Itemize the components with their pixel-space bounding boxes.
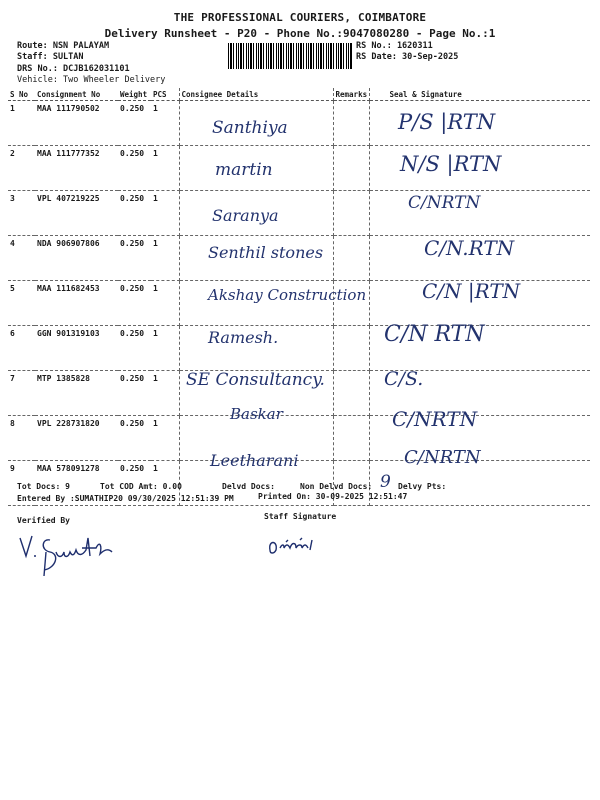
row-consignment: VPL 228731820 (35, 416, 118, 461)
row-consignment: MAA 111777352 (35, 146, 118, 191)
row-consignment: MAA 111682453 (35, 281, 118, 326)
runsheet-title: THE PROFESSIONAL COURIERS, COIMBATORE (173, 11, 427, 24)
handwritten-non-delvd-count: 9 (380, 472, 391, 492)
row-pcs: 1 (151, 236, 179, 281)
handwritten-seal: C/N.RTN (424, 236, 515, 260)
handwritten-consignee: Saranya (212, 206, 279, 225)
row-sno: 6 (8, 326, 35, 371)
barcode (228, 43, 353, 69)
handwritten-consignee: Ramesh. (208, 328, 279, 347)
staff-label: Staff: SULTAN (17, 52, 84, 62)
tot-cod-amt: Tot COD Amt: 0.00 (100, 482, 182, 491)
runsheet-subtitle: Delivery Runsheet - P20 - Phone No.:9047080280 - Page No.:1 (104, 27, 496, 40)
row-weight: 0.250 (118, 191, 151, 236)
row-pcs: 1 (151, 101, 179, 146)
row-sno: 7 (8, 371, 35, 416)
row-consignment: VPL 407219225 (35, 191, 118, 236)
handwritten-consignee: Leetharani (210, 451, 299, 470)
row-sno: 8 (8, 416, 35, 461)
table-row (8, 326, 590, 371)
route-label: Route: NSN PALAYAM (17, 41, 110, 51)
handwritten-seal: C/S. (384, 368, 424, 390)
col-sno: S No (8, 88, 35, 101)
non-delvd-docs: Non Delvd Docs: (300, 482, 373, 491)
row-remarks (333, 191, 369, 236)
printed-on: Printed On: 30-09-2025 12:51:47 (258, 492, 408, 501)
rs-number: RS No.: 1620311 (356, 41, 433, 51)
row-consignment: NDA 906907806 (35, 236, 118, 281)
handwritten-seal: P/S |RTN (398, 110, 496, 134)
col-consignment: Consignment No (35, 88, 118, 101)
col-pcs: PCS (151, 88, 179, 101)
col-consignee: Consignee Details (179, 88, 333, 101)
row-consignment: GGN 901319103 (35, 326, 118, 371)
row-pcs: 1 (151, 371, 179, 416)
delvy-pts: Delvy Pts: (398, 482, 447, 491)
table-row (8, 416, 590, 461)
row-remarks (333, 146, 369, 191)
row-pcs: 1 (151, 461, 179, 506)
vehicle-label: Vehicle: Two Wheeler Delivery (17, 75, 166, 85)
row-sno: 3 (8, 191, 35, 236)
handwritten-consignee: martin (215, 160, 273, 180)
row-weight: 0.250 (118, 236, 151, 281)
row-remarks (333, 236, 369, 281)
verifier-signature-image (16, 530, 126, 580)
row-sno: 2 (8, 146, 35, 191)
rs-date: RS Date: 30-Sep-2025 (356, 52, 459, 62)
row-pcs: 1 (151, 281, 179, 326)
handwritten-consignee: Santhiya (212, 118, 288, 138)
row-remarks (333, 371, 369, 416)
table-row (8, 101, 590, 146)
delvd-docs: Delvd Docs: (222, 482, 275, 491)
row-weight: 0.250 (118, 371, 151, 416)
tot-docs: Tot Docs: 9 (17, 482, 70, 491)
handwritten-seal: N/S |RTN (400, 152, 502, 176)
col-remarks: Remarks (333, 88, 369, 101)
row-weight: 0.250 (118, 101, 151, 146)
row-pcs: 1 (151, 191, 179, 236)
staff-signature-image (266, 532, 336, 558)
row-remarks (333, 101, 369, 146)
row-weight: 0.250 (118, 461, 151, 506)
table-header-row (8, 88, 590, 101)
table-row (8, 146, 590, 191)
handwritten-consignee: Baskar (230, 405, 283, 423)
entered-by: Entered By :SUMATHIP20 09/30/2025 12:51:39 PM (17, 494, 234, 503)
row-weight: 0.250 (118, 326, 151, 371)
row-pcs: 1 (151, 146, 179, 191)
row-consignment: MAA 578091278 (35, 461, 118, 506)
drs-number: DRS No.: DCJB162031101 (17, 64, 130, 74)
handwritten-consignee: SE Consultancy. (186, 370, 325, 390)
row-weight: 0.250 (118, 416, 151, 461)
handwritten-seal: C/NRTN (392, 407, 478, 431)
row-consignment: MTP 1385828 (35, 371, 118, 416)
table-row (8, 191, 590, 236)
staff-signature-label: Staff Signature (264, 512, 337, 521)
row-weight: 0.250 (118, 146, 151, 191)
handwritten-seal: C/NRTN (404, 447, 481, 468)
row-weight: 0.250 (118, 281, 151, 326)
verified-by-label: Verified By (17, 516, 70, 525)
col-seal: Seal & Signature (369, 88, 590, 101)
handwritten-consignee: Senthil stones (208, 243, 324, 262)
handwritten-seal: C/N |RTN (422, 279, 521, 303)
row-remarks (333, 416, 369, 461)
row-pcs: 1 (151, 416, 179, 461)
row-sno: 5 (8, 281, 35, 326)
row-consignment: MAA 111790502 (35, 101, 118, 146)
row-remarks (333, 326, 369, 371)
col-weight: Weight (118, 88, 151, 101)
handwritten-consignee: Akshay Construction (208, 286, 367, 304)
row-sno: 9 (8, 461, 35, 506)
handwritten-seal: C/N RTN (384, 322, 485, 347)
row-sno: 4 (8, 236, 35, 281)
row-pcs: 1 (151, 326, 179, 371)
row-sno: 1 (8, 101, 35, 146)
handwritten-seal: C/NRTN (408, 193, 481, 213)
